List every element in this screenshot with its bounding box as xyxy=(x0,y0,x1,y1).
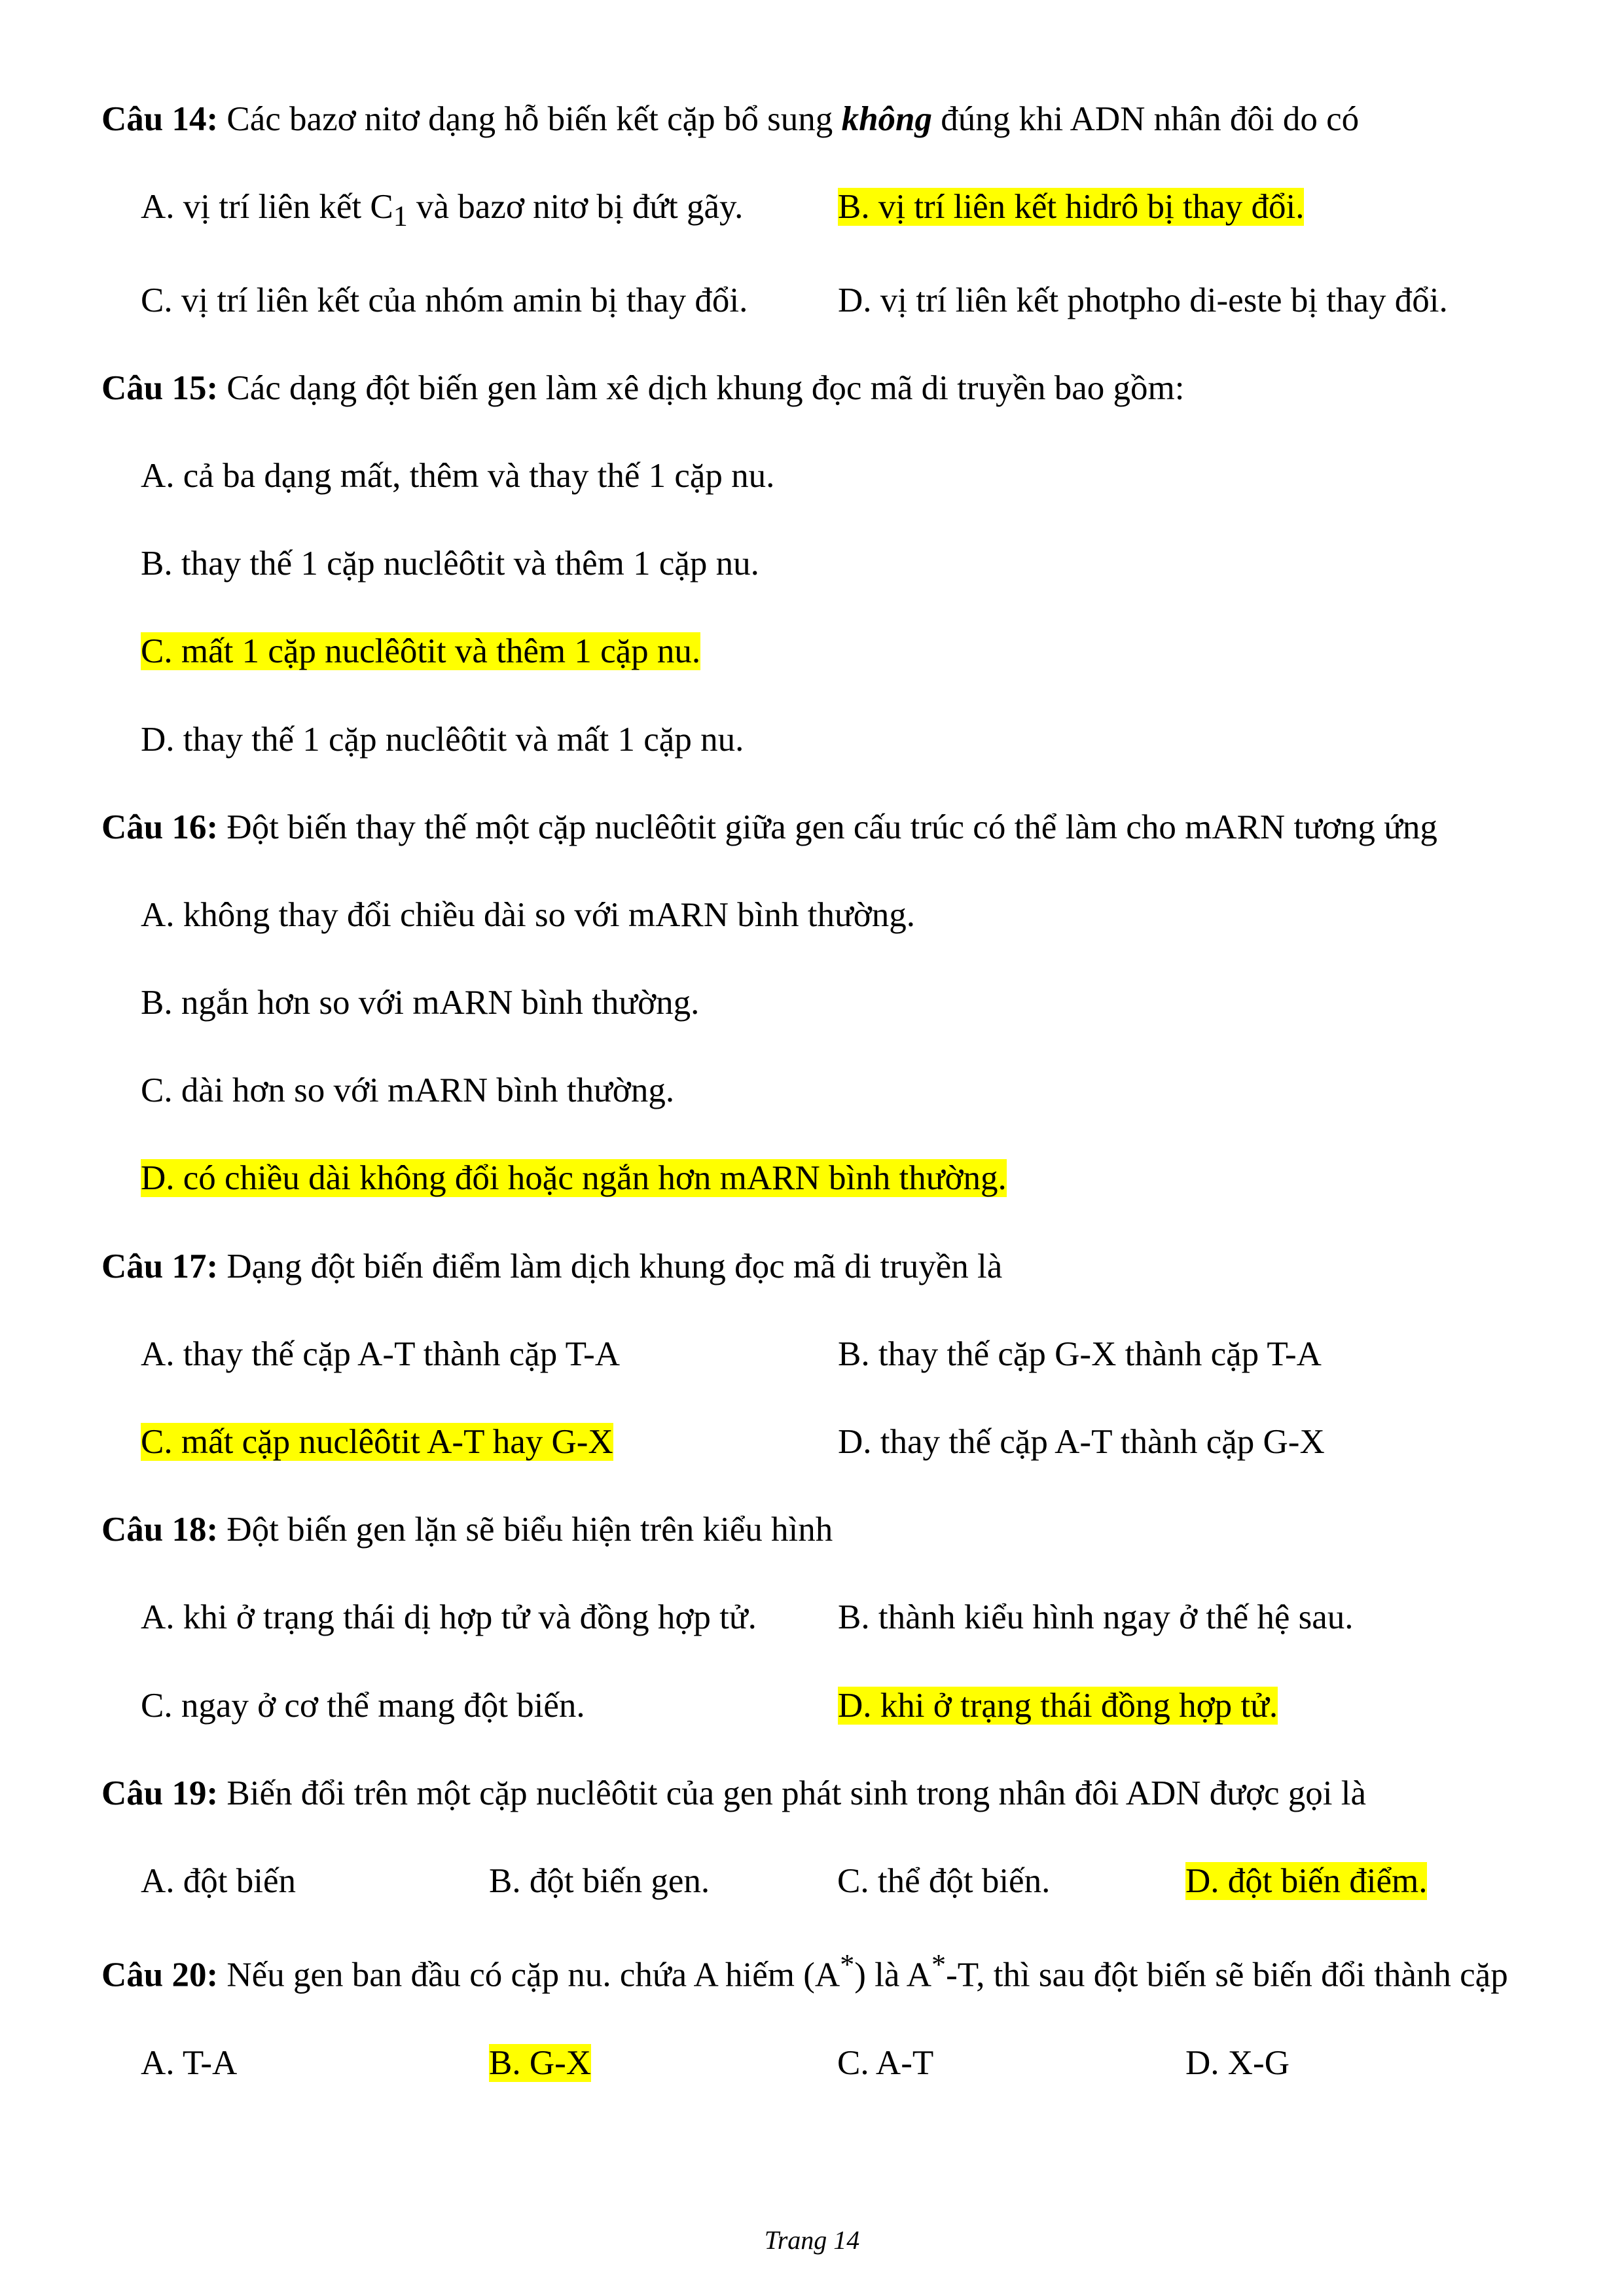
option-a: A. cả ba dạng mất, thêm và thay thế 1 cặp nu. xyxy=(141,456,775,495)
negation-emphasis: không xyxy=(841,100,933,138)
option-a: A. thay thế cặp A-T thành cặp T-A xyxy=(141,1335,621,1373)
question-stem: Đột biến thay thế một cặp nuclêôtit giữa gen cấu trúc có thể làm cho mARN tương ứng xyxy=(218,808,1437,846)
question-number: Câu 18: xyxy=(101,1511,219,1549)
subscript: 1 xyxy=(393,200,408,232)
question-stem: Các bazơ nitơ dạng hỗ biến kết cặp bổ sung xyxy=(218,100,842,138)
question-number: Câu 14: xyxy=(101,100,219,138)
question-stem: Dạng đột biến điểm làm dịch khung đọc mã di truyền là xyxy=(218,1247,1003,1285)
question-stem-end: đúng khi ADN nhân đôi do có xyxy=(932,100,1360,138)
options-18 xyxy=(141,1593,1561,1729)
options-15 xyxy=(141,452,1561,764)
question-stem-end: -T, thì sau đột biến sẽ biến đổi thành cặp xyxy=(946,1956,1508,1994)
question-14 xyxy=(101,95,1561,143)
question-number: Câu 17: xyxy=(101,1247,219,1285)
page-footer xyxy=(0,2222,1624,2259)
question-stem: Nếu gen ban đầu có cặp nu. chứa A hiếm (A xyxy=(218,1956,840,1994)
option-d: D. vị trí liên kết photpho di-este bị thay đổi. xyxy=(838,281,1448,319)
correct-answer-highlight: C. mất 1 cặp nuclêôtit và thêm 1 cặp nu. xyxy=(141,632,701,671)
question-stem: Các dạng đột biến gen làm xê dịch khung đọc mã di truyền bao gồm: xyxy=(218,368,1185,407)
option-a: A. không thay đổi chiều dài so với mARN bình thường. xyxy=(141,895,915,934)
question-17 xyxy=(101,1242,1561,1291)
option-a: A. đột biến xyxy=(141,1861,296,1900)
option-a xyxy=(141,183,838,236)
options-17 xyxy=(141,1330,1561,1466)
option-b: B. thay thế 1 cặp nuclêôtit và thêm 1 cặp nu. xyxy=(141,545,759,583)
question-number: Câu 19: xyxy=(101,1774,219,1812)
correct-answer-highlight: B. vị trí liên kết hidrô bị thay đổi. xyxy=(838,188,1305,226)
option-a-text: A. vị trí liên kết C xyxy=(141,188,393,226)
option-b xyxy=(838,183,1561,236)
page-number: Trang 14 xyxy=(764,2225,860,2255)
question-15 xyxy=(101,364,1561,412)
option-c xyxy=(141,627,1561,675)
option-c: C. vị trí liên kết của nhóm amin bị thay đổi. xyxy=(141,281,748,319)
option-d: D. thay thế cặp A-T thành cặp G-X xyxy=(838,1423,1325,1462)
option-c xyxy=(141,1418,838,1466)
correct-answer-highlight: B. G-X xyxy=(489,2044,592,2083)
option-d xyxy=(1185,1857,1561,1905)
option-c: C. thể đột biến. xyxy=(837,1861,1051,1900)
question-stem: Biến đổi trên một cặp nuclêôtit của gen phát sinh trong nhân đôi ADN được gọi là xyxy=(218,1774,1367,1812)
options-20 xyxy=(141,2039,1561,2087)
superscript: * xyxy=(931,1948,947,1981)
options-16 xyxy=(141,891,1561,1203)
question-20 xyxy=(101,1945,1561,2000)
option-c: C. dài hơn so với mARN bình thường. xyxy=(141,1071,675,1110)
question-19 xyxy=(101,1769,1561,1818)
option-c: C. A-T xyxy=(837,2044,934,2083)
option-b: B. thay thế cặp G-X thành cặp T-A xyxy=(838,1335,1322,1373)
option-d: D. thay thế 1 cặp nuclêôtit và mất 1 cặp nu. xyxy=(141,720,744,759)
question-number: Câu 16: xyxy=(101,808,219,846)
option-d: D. X-G xyxy=(1185,2044,1290,2083)
correct-answer-highlight: D. có chiều dài không đổi hoặc ngắn hơn mARN bình thường. xyxy=(141,1159,1007,1198)
question-18 xyxy=(101,1505,1561,1554)
option-d xyxy=(141,1154,1561,1202)
correct-answer-highlight: D. khi ở trạng thái đồng hợp tử. xyxy=(838,1686,1278,1725)
option-a-text-end: và bazơ nitơ bị đứt gãy. xyxy=(407,188,744,226)
option-a: A. khi ở trạng thái dị hợp tử và đồng hợp tử. xyxy=(141,1598,757,1637)
superscript: * xyxy=(840,1948,855,1981)
option-b: B. ngắn hơn so với mARN bình thường. xyxy=(141,984,700,1022)
question-number: Câu 15: xyxy=(101,368,219,407)
option-b xyxy=(489,2039,837,2087)
option-d xyxy=(838,1681,1561,1730)
option-b: B. thành kiểu hình ngay ở thế hệ sau. xyxy=(838,1598,1354,1637)
option-b: B. đột biến gen. xyxy=(489,1861,710,1900)
correct-answer-highlight: C. mất cặp nuclêôtit A-T hay G-X xyxy=(141,1423,613,1462)
options-14 xyxy=(141,183,1561,325)
option-a: A. T-A xyxy=(141,2044,238,2083)
question-16 xyxy=(101,803,1561,852)
correct-answer-highlight: D. đột biến điểm. xyxy=(1185,1861,1428,1900)
question-stem-mid: ) là A xyxy=(854,1956,932,1994)
option-c: C. ngay ở cơ thể mang đột biến. xyxy=(141,1686,585,1725)
options-19 xyxy=(141,1857,1561,1905)
question-stem: Đột biến gen lặn sẽ biểu hiện trên kiểu hình xyxy=(218,1511,833,1549)
document-page xyxy=(101,95,1561,2126)
question-number: Câu 20: xyxy=(101,1956,219,1994)
